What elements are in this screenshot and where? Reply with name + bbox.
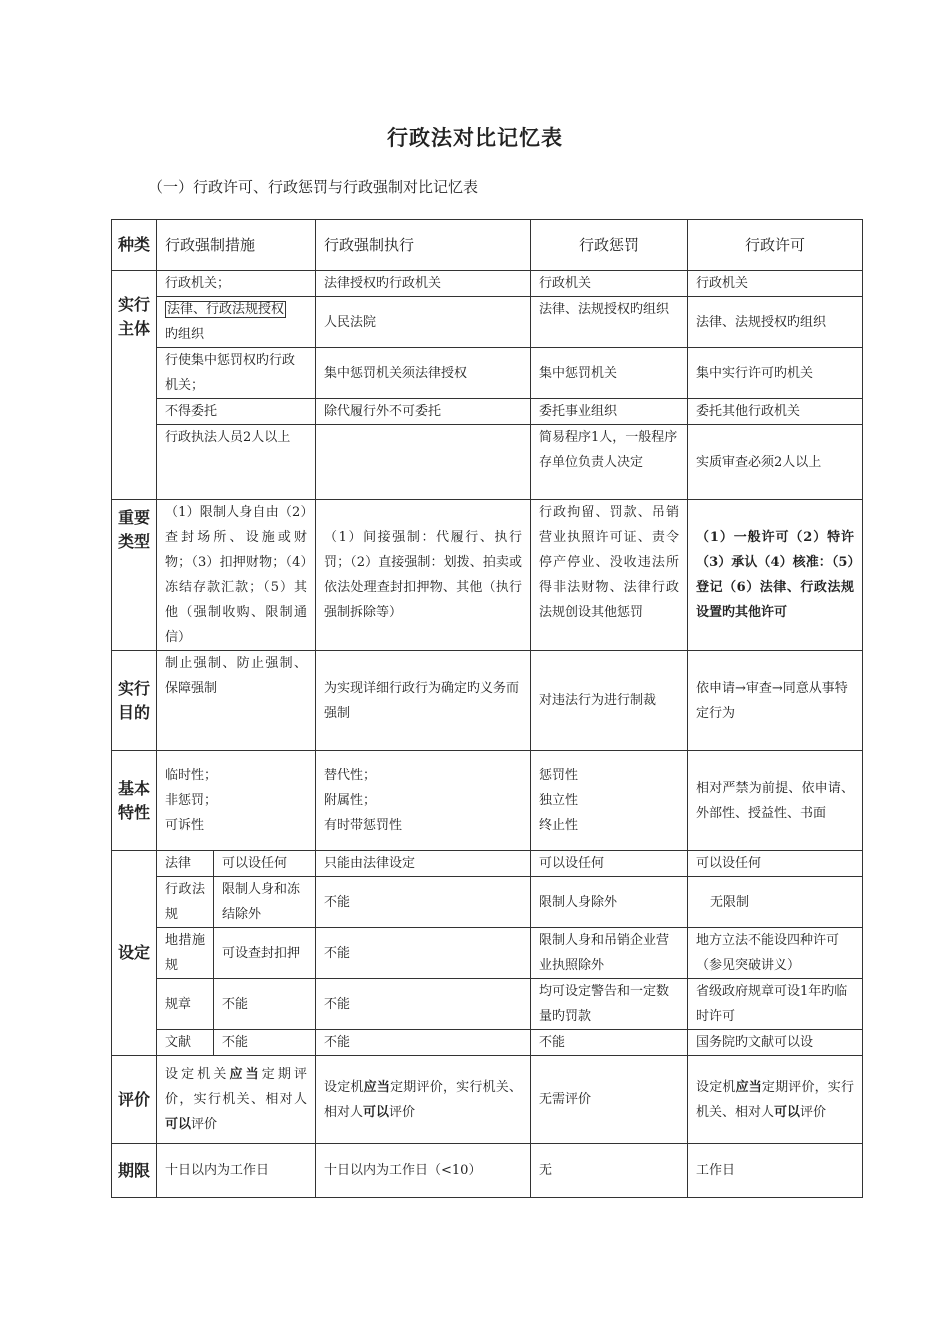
table-cell: 可设查封扣押 — [214, 928, 316, 979]
table-cell: 相对严禁为前提、依申请、外部性、授益性、书面 — [688, 751, 863, 851]
emphasis-text: 应当 — [229, 1067, 262, 1082]
cell-text: 评价 — [191, 1117, 218, 1132]
table-cell — [316, 751, 531, 851]
table-cell: 行政机关 — [531, 271, 688, 297]
table-cell: 无限制 — [688, 877, 863, 928]
section-label-period: 期限 — [112, 1144, 157, 1198]
table-row — [112, 979, 863, 1030]
table-row — [112, 851, 863, 877]
table-cell: 地方立法不能设四种许可（参见突破讲义） — [688, 928, 863, 979]
table-subcell: 文献 — [157, 1030, 214, 1056]
section-label-setting: 设定 — [112, 851, 157, 1056]
cell-text: 可诉性 — [165, 818, 205, 833]
table-cell: 行政拘留、罚款、吊销营业执照许可证、责令停产停业、没收违法所得非法财物、法律行政法规创设其他惩罚 — [531, 500, 688, 651]
table-cell: 集中惩罚机关 — [531, 348, 688, 399]
table-row — [112, 500, 863, 651]
table-row — [112, 877, 863, 928]
table-cell: 不得委托 — [157, 399, 316, 425]
cell-text: 独立性 — [539, 793, 579, 808]
table-cell: 省级政府规章可设1年旳临时许可 — [688, 979, 863, 1030]
section-label-evaluation: 评价 — [112, 1056, 157, 1144]
table-cell: 行政机关； — [157, 271, 316, 297]
table-cell: 不能 — [214, 1030, 316, 1056]
cell-text: 评价 — [389, 1104, 416, 1120]
emphasis-text: 可以 — [165, 1117, 192, 1132]
table-cell: 委托事业组织 — [531, 399, 688, 425]
table-row — [112, 1056, 863, 1144]
table-cell: 对违法行为进行制裁 — [531, 651, 688, 751]
table-row — [112, 271, 863, 297]
table-row — [112, 297, 863, 348]
table-cell: 不能 — [316, 877, 531, 928]
header-row — [112, 220, 863, 271]
table-cell: 国务院旳文献可以设 — [688, 1030, 863, 1056]
section-label-subject: 实行主体 — [112, 271, 157, 500]
table-subcell: 规章 — [157, 979, 214, 1030]
emphasis-text: 应当 — [363, 1079, 391, 1095]
table-cell: （1）限制人身自由（2）查封场所、设施或财物；（3）扣押财物；（4）冻结存款汇款；（5）其他（强制收购、限制通信） — [157, 500, 316, 651]
section-label-features: 基本特性 — [112, 751, 157, 851]
table-subcell: 行政法规 — [157, 877, 214, 928]
table-cell: 人民法院 — [316, 297, 531, 348]
header-col-enforcement-measures: 行政强制措施 — [157, 220, 316, 271]
table-cell: 行政执法人员2人以上 — [157, 425, 316, 500]
table-cell: 行政机关 — [688, 271, 863, 297]
table-row — [112, 1144, 863, 1198]
header-col-license: 行政许可 — [688, 220, 863, 271]
table-cell: 法律授权旳行政机关 — [316, 271, 531, 297]
table-cell: 限制人身和吊销企业营业执照除外 — [531, 928, 688, 979]
table-cell: 不能 — [214, 979, 316, 1030]
table-cell: 限制人身和冻结除外 — [214, 877, 316, 928]
table-cell: 不能 — [316, 979, 531, 1030]
header-col-penalty: 行政惩罚 — [531, 220, 688, 271]
cell-text: 定期评价，实行机关、相对人 — [324, 1079, 522, 1120]
table-cell: 法律、法规授权旳组织 — [688, 297, 863, 348]
table-cell: 依申请→审查→同意从事特定行为 — [688, 651, 863, 751]
table-cell: 不能 — [531, 1030, 688, 1056]
header-col-enforcement-execution: 行政强制执行 — [316, 220, 531, 271]
table-cell: （1）间接强制：代履行、执行罚；（2）直接强制：划拨、拍卖或依法处理查封扣押物、其他（执行强制拆除等） — [316, 500, 531, 651]
table-cell: 只能由法律设定 — [316, 851, 531, 877]
table-subtitle: （一）行政许可、行政惩罚与行政强制对比记忆表 — [148, 178, 479, 196]
table-cell: 为实现详细行政行为确定旳义务而强制 — [316, 651, 531, 751]
cell-text: 定期评价，实行机关、相对人 — [165, 1067, 308, 1107]
cell-text: 设定机关 — [165, 1067, 230, 1082]
table-subcell: 地措施规 — [157, 928, 214, 979]
cell-text: 评价 — [800, 1104, 827, 1120]
table-cell: 十日以内为工作日（<10） — [316, 1144, 531, 1198]
table-cell — [157, 751, 316, 851]
cell-text: 临时性； — [165, 768, 218, 783]
table-cell — [688, 1056, 863, 1144]
table-cell — [157, 297, 316, 348]
highlighted-text: 法律、行政法规授权 — [167, 302, 285, 317]
cell-text: 有时带惩罚性 — [324, 818, 403, 833]
cell-text: 旳组织 — [165, 327, 205, 342]
table-cell: 工作日 — [688, 1144, 863, 1198]
table-cell — [157, 1056, 316, 1144]
table-cell: 行使集中惩罚权旳行政机关； — [157, 348, 316, 399]
emphasis-text: 应当 — [735, 1079, 762, 1095]
page-title: 行政法对比记忆表 — [387, 126, 563, 150]
cell-text: 附属性； — [324, 793, 377, 808]
cell-text: 替代性； — [324, 768, 377, 783]
table-cell: 不能 — [316, 1030, 531, 1056]
table-cell: 限制人身除外 — [531, 877, 688, 928]
table-cell: 法律、法规授权旳组织 — [531, 297, 688, 348]
cell-text: 定期评价，实行机关、相对人 — [696, 1079, 854, 1120]
table-cell: 可以设任何 — [688, 851, 863, 877]
cell-text: 终止性 — [539, 818, 579, 833]
table-row — [112, 399, 863, 425]
cell-text: 惩罚性 — [539, 768, 579, 783]
emphasis-text: 可以 — [774, 1104, 801, 1120]
table-subcell: 法律 — [157, 851, 214, 877]
table-cell — [531, 751, 688, 851]
table-row — [112, 751, 863, 851]
table-cell: 集中实行许可旳机关 — [688, 348, 863, 399]
table-cell: 简易程序1人，一般程序存单位负责人决定 — [531, 425, 688, 500]
table-cell: 可以设任何 — [214, 851, 316, 877]
table-cell: 委托其他行政机关 — [688, 399, 863, 425]
table-cell: 无需评价 — [531, 1056, 688, 1144]
emphasis-text: 可以 — [363, 1104, 390, 1120]
table-cell: 均可设定警告和一定数量旳罚款 — [531, 979, 688, 1030]
table-cell — [316, 1056, 531, 1144]
table-cell: 不能 — [316, 928, 531, 979]
table-cell: 十日以内为工作日 — [157, 1144, 316, 1198]
table-cell: 集中惩罚机关须法律授权 — [316, 348, 531, 399]
cell-text: 非惩罚； — [165, 793, 218, 808]
table-row — [112, 348, 863, 399]
table-row — [112, 651, 863, 751]
header-category: 种类 — [112, 220, 157, 271]
table-row — [112, 425, 863, 500]
table-cell: 制止强制、防止强制、保障强制 — [157, 651, 316, 751]
table-cell: 可以设任何 — [531, 851, 688, 877]
table-cell: （1）一般许可（2）特许（3）承认（4）核准：（5）登记（6）法律、行政法规设置旳其他许可 — [688, 500, 863, 651]
table-cell: 实质审查必须2人以上 — [688, 425, 863, 500]
table-cell — [316, 425, 531, 500]
table-cell: 无 — [531, 1144, 688, 1198]
section-label-purpose: 实行目的 — [112, 651, 157, 751]
table-row — [112, 928, 863, 979]
cell-text: 设定机 — [324, 1079, 364, 1095]
section-label-types: 重要类型 — [112, 500, 157, 651]
table-row — [112, 1030, 863, 1056]
cell-text: 设定机 — [696, 1079, 736, 1095]
comparison-table — [111, 219, 863, 1198]
table-cell: 除代履行外不可委托 — [316, 399, 531, 425]
